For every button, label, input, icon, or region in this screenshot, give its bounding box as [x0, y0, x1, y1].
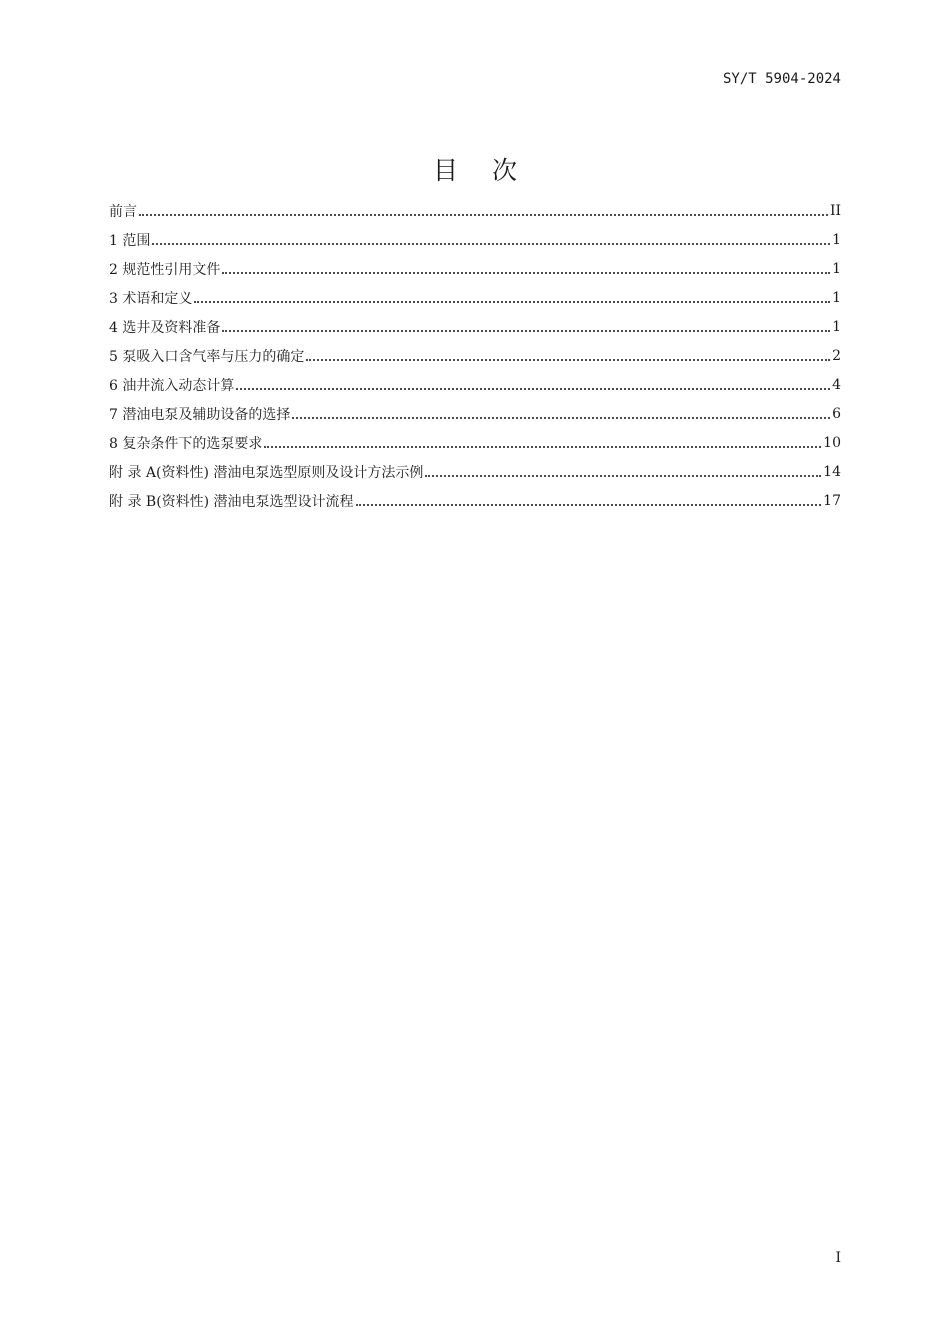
toc-entry-page: 4 [832, 376, 841, 393]
table-of-contents [109, 196, 841, 515]
toc-entry-label: 5 泵吸入口含气率与压力的确定 [109, 348, 305, 365]
toc-entry-page: 6 [832, 405, 841, 422]
toc-leader-dots [139, 213, 828, 216]
toc-entry-appendix-a[interactable] [109, 457, 841, 486]
toc-leader-dots [222, 329, 830, 332]
page-number: I [835, 1250, 841, 1266]
toc-leader-dots [292, 416, 830, 419]
toc-entry-scope[interactable] [109, 225, 841, 254]
toc-leader-dots [425, 474, 821, 477]
toc-entry-label: 前言 [109, 203, 137, 220]
toc-entry-normative-references[interactable] [109, 254, 841, 283]
toc-entry-appendix-b[interactable] [109, 486, 841, 515]
toc-leader-dots [356, 503, 822, 506]
toc-entry-label: 3 术语和定义 [109, 290, 193, 307]
toc-entry-label: 2 规范性引用文件 [109, 261, 221, 278]
toc-entry-foreword[interactable] [109, 196, 841, 225]
toc-entry-label: 附 录 B(资料性) 潜油电泵选型设计流程 [109, 493, 354, 510]
toc-leader-dots [306, 358, 830, 361]
document-number: SY/T 5904-2024 [722, 71, 841, 87]
toc-leader-dots [222, 271, 830, 274]
toc-leader-dots [264, 445, 821, 448]
toc-entry-inflow-performance[interactable] [109, 370, 841, 399]
toc-entry-label: 8 复杂条件下的选泵要求 [109, 435, 263, 452]
toc-entry-page: 14 [823, 463, 841, 480]
toc-leader-dots [194, 300, 830, 303]
toc-entry-pump-selection[interactable] [109, 399, 841, 428]
toc-entry-label: 1 范围 [109, 232, 151, 249]
toc-entry-terms-definitions[interactable] [109, 283, 841, 312]
toc-entry-page: 2 [832, 347, 841, 364]
toc-entry-page: 1 [832, 231, 841, 248]
toc-leader-dots [236, 387, 830, 390]
toc-entry-gas-fraction-pressure[interactable] [109, 341, 841, 370]
toc-entry-label: 7 潜油电泵及辅助设备的选择 [109, 406, 291, 423]
toc-entry-page: 1 [832, 289, 841, 306]
toc-entry-page: 1 [832, 318, 841, 335]
toc-entry-label: 附 录 A(资料性) 潜油电泵选型原则及设计方法示例 [109, 464, 424, 481]
toc-entry-complex-conditions[interactable] [109, 428, 841, 457]
toc-entry-well-selection[interactable] [109, 312, 841, 341]
toc-entry-label: 4 选井及资料准备 [109, 319, 221, 336]
toc-entry-page: 10 [823, 434, 841, 451]
toc-leader-dots [152, 242, 830, 245]
toc-entry-label: 6 油井流入动态计算 [109, 377, 235, 394]
toc-title: 目次 [432, 156, 551, 185]
toc-entry-page: II [829, 202, 841, 219]
toc-entry-page: 1 [832, 260, 841, 277]
toc-entry-page: 17 [823, 492, 841, 509]
